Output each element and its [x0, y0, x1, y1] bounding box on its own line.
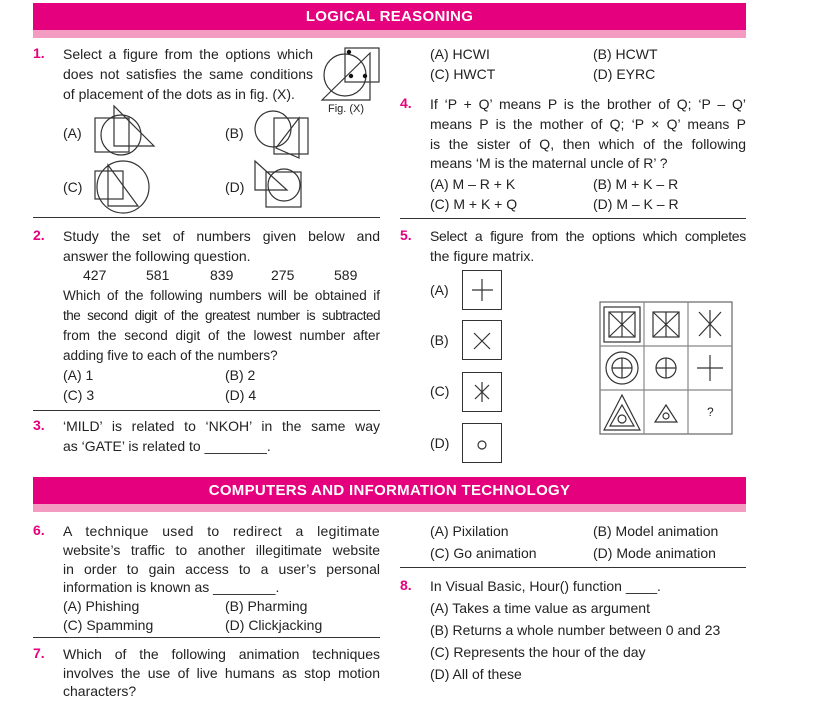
divider	[400, 567, 746, 568]
question-text: Which of the following animation techniques	[63, 646, 380, 662]
option: (A) M – R + K	[430, 176, 516, 192]
question-text: in order to gain access to a user’s personal	[63, 561, 380, 577]
option-b-figure[interactable]	[254, 110, 314, 160]
circle-figure	[463, 424, 501, 462]
option: (D) 4	[225, 387, 257, 403]
option: (D) EYRC	[593, 66, 656, 82]
question-text: means P is the mother of Q; ‘P × Q’ means P	[430, 116, 746, 132]
option-d-figure[interactable]	[462, 423, 502, 463]
divider	[33, 637, 380, 638]
option-c-figure[interactable]	[462, 372, 502, 412]
option-label-d: (D)	[225, 179, 245, 195]
question-text: website’s traffic to another illegitimate website	[63, 542, 380, 558]
option-a-figure[interactable]	[94, 105, 160, 157]
option: (C) Spamming	[63, 617, 154, 633]
question-text: In Visual Basic, Hour() function ____.	[430, 578, 661, 594]
question-text: as ‘GATE’ is related to ________.	[63, 438, 271, 454]
option-d-figure[interactable]	[254, 160, 314, 215]
number: 275	[271, 267, 295, 283]
option-label-d: (D)	[430, 435, 450, 451]
divider	[33, 217, 380, 218]
question-text: information is known as ________.	[63, 579, 280, 595]
question-text: characters?	[63, 683, 137, 699]
option: (B) Model animation	[593, 523, 719, 539]
question-text: A technique used to redirect a legitimate	[63, 523, 380, 539]
option: (A) Takes a time value as argument	[430, 600, 650, 616]
question-text: adding five to each of the numbers?	[63, 348, 278, 363]
plus-figure	[463, 271, 501, 309]
option: (B) Pharming	[225, 598, 308, 614]
question-text: If ‘P + Q’ means P is the brother of Q; ‘P – Q’	[430, 96, 746, 112]
option: (D) Clickjacking	[225, 617, 323, 633]
number: 589	[334, 267, 358, 283]
option: (C) HWCT	[430, 66, 496, 82]
question-text: involves the use of live humans as stop motion	[63, 665, 380, 681]
option-label-b: (B)	[430, 332, 449, 348]
option-b-figure[interactable]	[462, 320, 502, 360]
option: (A) 1	[63, 367, 94, 383]
question-text: does not satisfies the same conditions	[63, 66, 313, 82]
option: (C) Represents the hour of the day	[430, 644, 646, 660]
figure-label: Fig. (X)	[328, 103, 365, 115]
question-text: Select a figure from the options which	[63, 46, 313, 62]
question-text: the second digit of the greatest number is subtracted	[63, 308, 380, 323]
header-strip	[33, 504, 746, 512]
question-number: 8.	[400, 577, 412, 593]
question-number: 2.	[33, 227, 45, 243]
option: (C) M + K + Q	[430, 196, 518, 212]
missing-figure-marker: ?	[707, 405, 714, 419]
option-label-c: (C)	[63, 179, 83, 195]
option: (B) HCWT	[593, 46, 658, 62]
option: (B) Returns a whole number between 0 and 23	[430, 622, 721, 638]
option: (D) Mode animation	[593, 545, 716, 561]
section-header-logical-reasoning: LOGICAL REASONING	[33, 3, 746, 30]
question-text: Select a figure from the options which completes	[430, 228, 746, 244]
cross-figure	[463, 321, 501, 359]
question-text: of placement of the dots as in fig. (X).	[63, 86, 295, 102]
number: 839	[210, 267, 234, 283]
option: (A) Phishing	[63, 598, 140, 614]
option-label-b: (B)	[225, 125, 244, 141]
section-header-computers: COMPUTERS AND INFORMATION TECHNOLOGY	[33, 477, 746, 504]
number: 581	[146, 267, 170, 283]
question-number: 3.	[33, 417, 45, 433]
option: (A) HCWI	[430, 46, 490, 62]
option: (C) Go animation	[430, 545, 537, 561]
question-text: answer the following question.	[63, 248, 251, 264]
question-number: 5.	[400, 227, 412, 243]
question-number: 1.	[33, 45, 45, 61]
option-label-c: (C)	[430, 383, 450, 399]
question-text: means ‘M is the maternal uncle of R’ ?	[430, 155, 668, 171]
question-text: is the sister of Q, then which of the following	[430, 136, 746, 152]
option-a-figure[interactable]	[462, 270, 502, 310]
question-text: Which of the following numbers will be obtained if	[63, 288, 380, 303]
option-label-a: (A)	[63, 125, 82, 141]
question-number: 6.	[33, 522, 45, 538]
question-number: 7.	[33, 645, 45, 661]
option: (D) All of these	[430, 666, 522, 682]
question-text: Study the set of numbers given below and	[63, 228, 380, 244]
question-text: ‘MILD’ is related to ‘NKOH’ in the same way	[63, 418, 380, 434]
divider	[400, 218, 746, 219]
question-number: 4.	[400, 95, 412, 111]
figure-x	[320, 47, 382, 102]
asterisk-figure	[463, 373, 501, 411]
header-strip	[33, 30, 746, 38]
question-text: the figure matrix.	[430, 248, 535, 264]
number: 427	[83, 267, 107, 283]
option: (B) M + K – R	[593, 176, 679, 192]
question-text: from the second digit of the lowest number after	[63, 328, 380, 343]
option-label-a: (A)	[430, 282, 449, 298]
option-c-figure[interactable]	[94, 160, 154, 215]
option: (D) M – K – R	[593, 196, 679, 212]
option: (A) Pixilation	[430, 523, 509, 539]
divider	[33, 410, 380, 411]
option: (C) 3	[63, 387, 95, 403]
option: (B) 2	[225, 367, 256, 383]
